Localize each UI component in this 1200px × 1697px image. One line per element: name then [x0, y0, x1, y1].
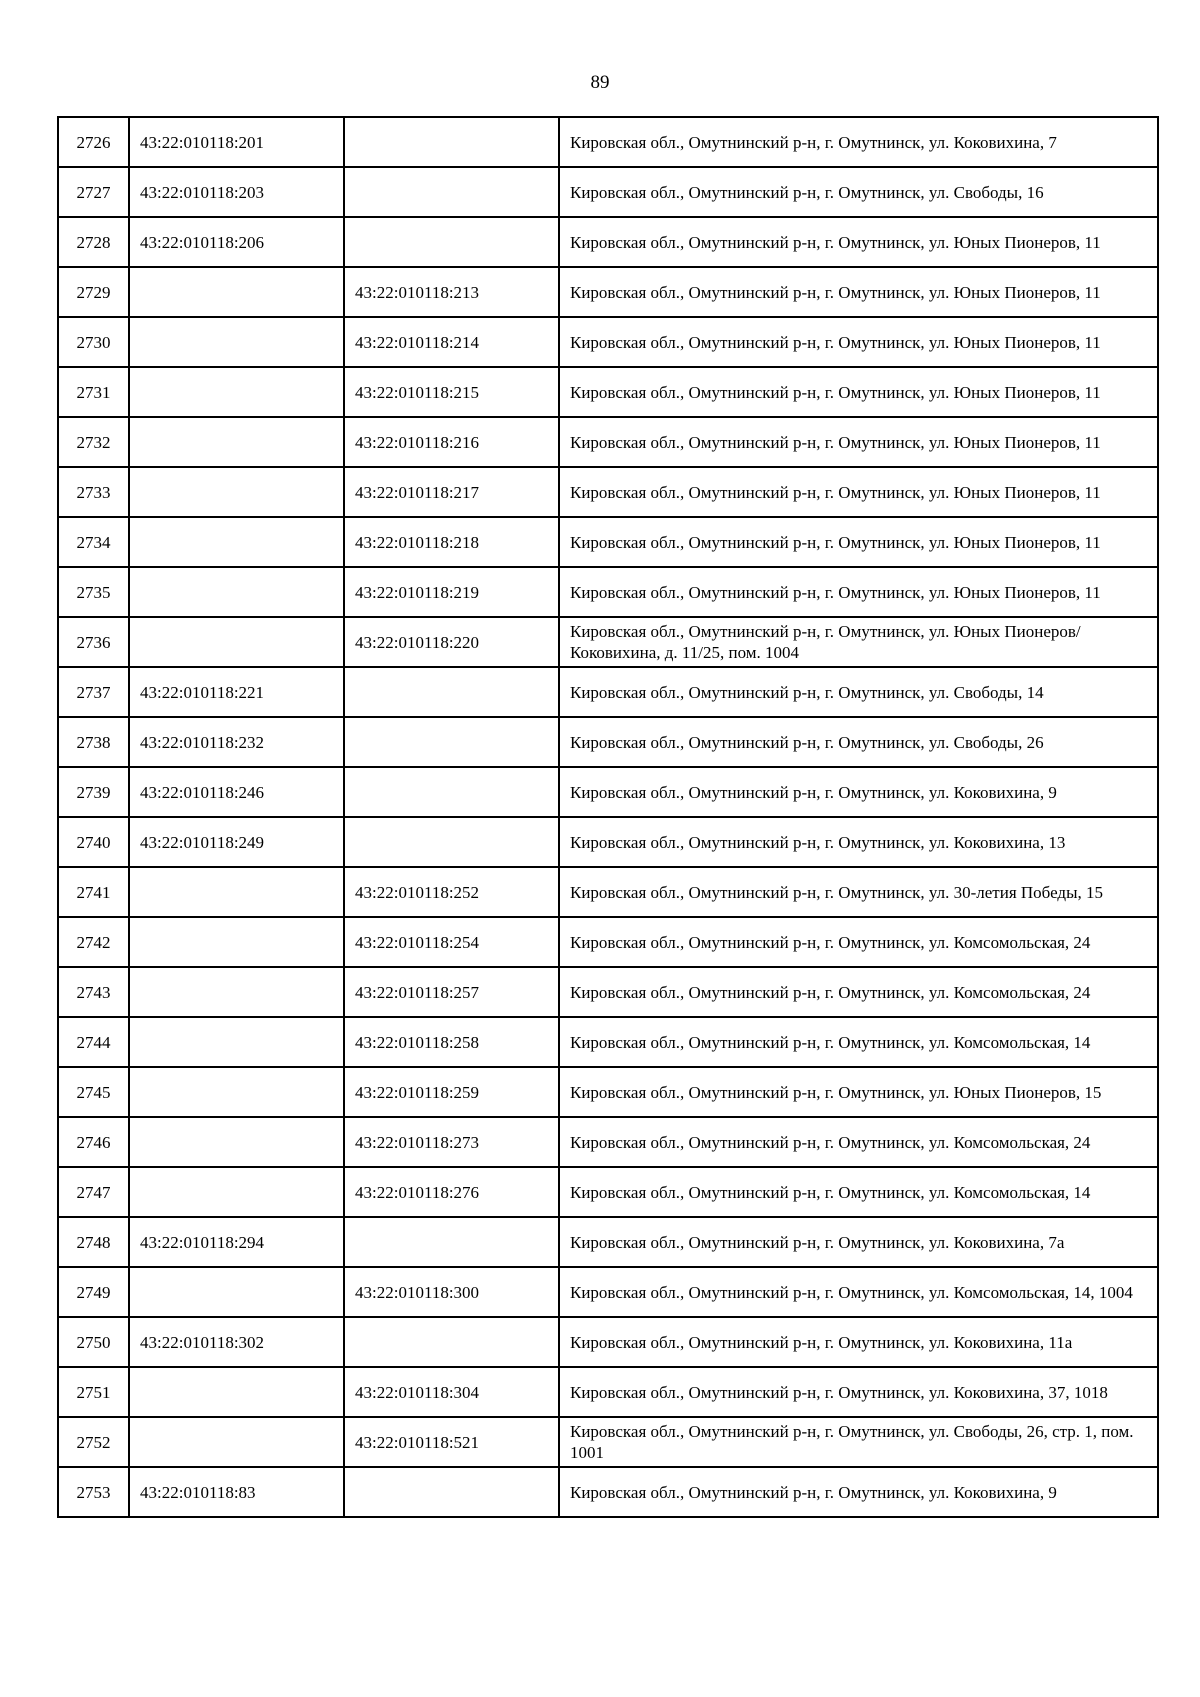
row-number-cell: 2753: [58, 1467, 129, 1517]
row-number-cell: 2738: [58, 717, 129, 767]
address-cell: Кировская обл., Омутнинский р-н, г. Омутнинск, ул. Коковихина, 7: [559, 117, 1158, 167]
address-cell: Кировская обл., Омутнинский р-н, г. Омутнинск, ул. Юных Пионеров, 11: [559, 367, 1158, 417]
premises-cadastral-number-cell: 43:22:010118:219: [344, 567, 559, 617]
cadastral-number-cell: [129, 1267, 344, 1317]
table-row: [58, 817, 1158, 867]
table-row: [58, 267, 1158, 317]
premises-cadastral-number-cell: 43:22:010118:215: [344, 367, 559, 417]
address-cell: Кировская обл., Омутнинский р-н, г. Омутнинск, ул. Юных Пионеров, 11: [559, 317, 1158, 367]
row-number-cell: 2735: [58, 567, 129, 617]
table-row: [58, 717, 1158, 767]
cadastral-number-cell: [129, 917, 344, 967]
cadastral-number-cell: [129, 1017, 344, 1067]
row-number-cell: 2739: [58, 767, 129, 817]
table-row: [58, 667, 1158, 717]
address-cell: Кировская обл., Омутнинский р-н, г. Омутнинск, ул. Юных Пионеров, 11: [559, 467, 1158, 517]
row-number-cell: 2741: [58, 867, 129, 917]
address-cell: Кировская обл., Омутнинский р-н, г. Омутнинск, ул. Юных Пионеров, 11: [559, 217, 1158, 267]
table-row: [58, 1217, 1158, 1267]
row-number-cell: 2729: [58, 267, 129, 317]
row-number-cell: 2745: [58, 1067, 129, 1117]
address-cell: Кировская обл., Омутнинский р-н, г. Омутнинск, ул. Свободы, 26: [559, 717, 1158, 767]
premises-cadastral-number-cell: 43:22:010118:276: [344, 1167, 559, 1217]
row-number-cell: 2740: [58, 817, 129, 867]
premises-cadastral-number-cell: 43:22:010118:214: [344, 317, 559, 367]
table-row: [58, 917, 1158, 967]
cadastral-number-cell: 43:22:010118:302: [129, 1317, 344, 1367]
address-cell: Кировская обл., Омутнинский р-н, г. Омутнинск, ул. Коковихина, 9: [559, 767, 1158, 817]
row-number-cell: 2728: [58, 217, 129, 267]
table-row: [58, 967, 1158, 1017]
row-number-cell: 2727: [58, 167, 129, 217]
cadastral-number-cell: [129, 517, 344, 567]
address-cell: Кировская обл., Омутнинский р-н, г. Омутнинск, ул. Свободы, 14: [559, 667, 1158, 717]
address-cell: Кировская обл., Омутнинский р-н, г. Омутнинск, ул. Коковихина, 7а: [559, 1217, 1158, 1267]
cadastral-number-cell: [129, 267, 344, 317]
address-cell: Кировская обл., Омутнинский р-н, г. Омутнинск, ул. Коковихина, 37, 1018: [559, 1367, 1158, 1417]
row-number-cell: 2742: [58, 917, 129, 967]
address-cell: Кировская обл., Омутнинский р-н, г. Омутнинск, ул. Юных Пионеров, 11: [559, 417, 1158, 467]
premises-cadastral-number-cell: [344, 1467, 559, 1517]
premises-cadastral-number-cell: 43:22:010118:216: [344, 417, 559, 467]
cadastral-number-cell: [129, 1367, 344, 1417]
row-number-cell: 2748: [58, 1217, 129, 1267]
premises-cadastral-number-cell: [344, 1317, 559, 1367]
table-row: [58, 1117, 1158, 1167]
address-cell: Кировская обл., Омутнинский р-н, г. Омутнинск, ул. Коковихина, 9: [559, 1467, 1158, 1517]
row-number-cell: 2743: [58, 967, 129, 1017]
address-cell: Кировская обл., Омутнинский р-н, г. Омутнинск, ул. Коковихина, 13: [559, 817, 1158, 867]
table-row: [58, 317, 1158, 367]
table-row: [58, 1267, 1158, 1317]
address-cell: Кировская обл., Омутнинский р-н, г. Омутнинск, ул. Комсомольская, 14: [559, 1017, 1158, 1067]
premises-cadastral-number-cell: 43:22:010118:273: [344, 1117, 559, 1167]
premises-cadastral-number-cell: 43:22:010118:254: [344, 917, 559, 967]
cadastral-number-cell: [129, 617, 344, 667]
cadastral-number-cell: [129, 317, 344, 367]
row-number-cell: 2751: [58, 1367, 129, 1417]
row-number-cell: 2730: [58, 317, 129, 367]
premises-cadastral-number-cell: 43:22:010118:258: [344, 1017, 559, 1067]
table-row: [58, 1417, 1158, 1467]
premises-cadastral-number-cell: 43:22:010118:521: [344, 1417, 559, 1467]
cadastral-number-cell: [129, 417, 344, 467]
address-cell: Кировская обл., Омутнинский р-н, г. Омутнинск, ул. Юных Пионеров, 11: [559, 517, 1158, 567]
table-row: [58, 367, 1158, 417]
cadastral-number-cell: [129, 567, 344, 617]
table-row: [58, 567, 1158, 617]
premises-cadastral-number-cell: [344, 667, 559, 717]
address-cell: Кировская обл., Омутнинский р-н, г. Омутнинск, ул. 30-летия Победы, 15: [559, 867, 1158, 917]
row-number-cell: 2744: [58, 1017, 129, 1067]
table-row: [58, 517, 1158, 567]
premises-cadastral-number-cell: [344, 167, 559, 217]
address-cell: Кировская обл., Омутнинский р-н, г. Омутнинск, ул. Юных Пионеров, 15: [559, 1067, 1158, 1117]
premises-cadastral-number-cell: 43:22:010118:217: [344, 467, 559, 517]
registry-table-body: [58, 117, 1158, 1517]
cadastral-number-cell: [129, 367, 344, 417]
table-row: [58, 167, 1158, 217]
row-number-cell: 2731: [58, 367, 129, 417]
address-cell: Кировская обл., Омутнинский р-н, г. Омутнинск, ул. Комсомольская, 24: [559, 1117, 1158, 1167]
cadastral-number-cell: 43:22:010118:201: [129, 117, 344, 167]
row-number-cell: 2752: [58, 1417, 129, 1467]
cadastral-number-cell: 43:22:010118:83: [129, 1467, 344, 1517]
cadastral-number-cell: 43:22:010118:206: [129, 217, 344, 267]
premises-cadastral-number-cell: 43:22:010118:252: [344, 867, 559, 917]
table-row: [58, 417, 1158, 467]
row-number-cell: 2747: [58, 1167, 129, 1217]
table-row: [58, 117, 1158, 167]
table-row: [58, 1317, 1158, 1367]
address-cell: Кировская обл., Омутнинский р-н, г. Омутнинск, ул. Комсомольская, 14: [559, 1167, 1158, 1217]
cadastral-number-cell: [129, 467, 344, 517]
cadastral-number-cell: 43:22:010118:221: [129, 667, 344, 717]
premises-cadastral-number-cell: 43:22:010118:300: [344, 1267, 559, 1317]
table-row: [58, 1167, 1158, 1217]
address-cell: Кировская обл., Омутнинский р-н, г. Омутнинск, ул. Свободы, 26, стр. 1, пом. 1001: [559, 1417, 1158, 1467]
table-row: [58, 617, 1158, 667]
address-cell: Кировская обл., Омутнинский р-н, г. Омутнинск, ул. Комсомольская, 24: [559, 967, 1158, 1017]
cadastral-number-cell: [129, 1167, 344, 1217]
table-row: [58, 1467, 1158, 1517]
cadastral-number-cell: [129, 1117, 344, 1167]
premises-cadastral-number-cell: [344, 1217, 559, 1267]
address-cell: Кировская обл., Омутнинский р-н, г. Омутнинск, ул. Юных Пионеров/Коковихина, д. 11/25, пом. 1004: [559, 617, 1158, 667]
row-number-cell: 2732: [58, 417, 129, 467]
premises-cadastral-number-cell: 43:22:010118:218: [344, 517, 559, 567]
row-number-cell: 2733: [58, 467, 129, 517]
table-row: [58, 217, 1158, 267]
premises-cadastral-number-cell: 43:22:010118:304: [344, 1367, 559, 1417]
page-number: 89: [590, 72, 610, 93]
table-row: [58, 1367, 1158, 1417]
row-number-cell: 2750: [58, 1317, 129, 1367]
row-number-cell: 2734: [58, 517, 129, 567]
row-number-cell: 2737: [58, 667, 129, 717]
cadastral-number-cell: 43:22:010118:294: [129, 1217, 344, 1267]
row-number-cell: 2749: [58, 1267, 129, 1317]
registry-table: [57, 116, 1159, 1518]
premises-cadastral-number-cell: 43:22:010118:257: [344, 967, 559, 1017]
premises-cadastral-number-cell: [344, 717, 559, 767]
table-row: [58, 1017, 1158, 1067]
premises-cadastral-number-cell: 43:22:010118:213: [344, 267, 559, 317]
premises-cadastral-number-cell: [344, 117, 559, 167]
table-row: [58, 867, 1158, 917]
cadastral-number-cell: 43:22:010118:249: [129, 817, 344, 867]
premises-cadastral-number-cell: 43:22:010118:220: [344, 617, 559, 667]
cadastral-number-cell: [129, 1067, 344, 1117]
table-row: [58, 1067, 1158, 1117]
row-number-cell: 2746: [58, 1117, 129, 1167]
premises-cadastral-number-cell: [344, 217, 559, 267]
premises-cadastral-number-cell: [344, 767, 559, 817]
premises-cadastral-number-cell: 43:22:010118:259: [344, 1067, 559, 1117]
cadastral-number-cell: [129, 967, 344, 1017]
address-cell: Кировская обл., Омутнинский р-н, г. Омутнинск, ул. Юных Пионеров, 11: [559, 567, 1158, 617]
cadastral-number-cell: [129, 1417, 344, 1467]
cadastral-number-cell: 43:22:010118:232: [129, 717, 344, 767]
row-number-cell: 2726: [58, 117, 129, 167]
address-cell: Кировская обл., Омутнинский р-н, г. Омутнинск, ул. Комсомольская, 14, 1004: [559, 1267, 1158, 1317]
address-cell: Кировская обл., Омутнинский р-н, г. Омутнинск, ул. Комсомольская, 24: [559, 917, 1158, 967]
address-cell: Кировская обл., Омутнинский р-н, г. Омутнинск, ул. Коковихина, 11а: [559, 1317, 1158, 1367]
cadastral-number-cell: [129, 867, 344, 917]
table-row: [58, 467, 1158, 517]
row-number-cell: 2736: [58, 617, 129, 667]
address-cell: Кировская обл., Омутнинский р-н, г. Омутнинск, ул. Свободы, 16: [559, 167, 1158, 217]
premises-cadastral-number-cell: [344, 817, 559, 867]
table-row: [58, 767, 1158, 817]
address-cell: Кировская обл., Омутнинский р-н, г. Омутнинск, ул. Юных Пионеров, 11: [559, 267, 1158, 317]
cadastral-number-cell: 43:22:010118:203: [129, 167, 344, 217]
cadastral-number-cell: 43:22:010118:246: [129, 767, 344, 817]
